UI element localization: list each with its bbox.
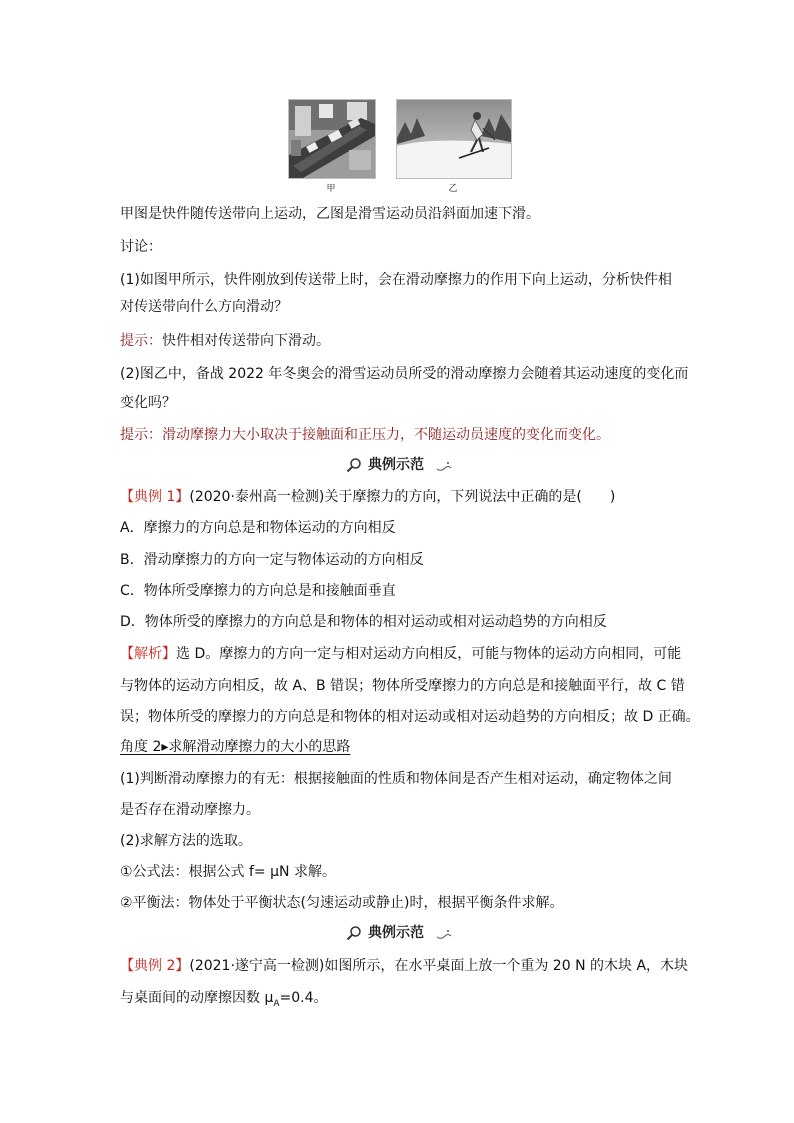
hint-2-text: 滑动摩擦力大小取决于接触面和正压力，不随运动员速度的变化而变化。 <box>162 427 610 443</box>
analysis-tag: 【解析】 <box>120 646 176 662</box>
analysis-line-1 <box>120 644 681 664</box>
analysis-line-2: 与物体的运动方向相反，故 A、B 错误；物体所受摩擦力的方向总是和接触面平行，故 C 错 <box>120 678 685 694</box>
example-2-line-2 <box>120 988 328 1014</box>
angle-2-title: 角度 2▸求解滑动摩擦力的大小的思路 <box>120 739 351 755</box>
hint-label: 提示： <box>120 333 162 349</box>
hint-label: 提示： <box>120 427 162 443</box>
swirl-decoration-icon <box>436 927 452 941</box>
option-a: A．摩擦力的方向总是和物体运动的方向相反 <box>120 520 396 536</box>
figure-conveyor <box>288 99 374 194</box>
question-1-line-2: 对传送带向什么方向滑动？ <box>120 299 288 315</box>
example-2-text-3: =0.4。 <box>279 990 328 1006</box>
question-1-line-1: (1)如图甲所示，快件刚放到传送带上时，会在滑动摩擦力的作用下向上运动，分析快件相 <box>120 272 672 288</box>
analysis-text-1: 选 D。摩擦力的方向一定与相对运动方向相反，可能与物体的运动方向相同，可能 <box>176 646 682 662</box>
method-1-line-2: 是否存在滑动摩擦力。 <box>120 802 260 818</box>
figure-description: 甲图是快件随传送带向上运动，乙图是滑雪运动员沿斜面加速下滑。 <box>120 206 540 222</box>
option-b: B．滑动摩擦力的方向一定与物体运动的方向相反 <box>120 552 424 568</box>
hint-2 <box>120 425 610 445</box>
analysis-line-3: 误；物体所受的摩擦力的方向总是和物体的相对运动或相对运动趋势的方向相反；故 D 正确。 <box>120 709 700 725</box>
method-1-line-1: (1)判断滑动摩擦力的有无：根据接触面的性质和物体间是否产生相对运动，确定物体之间 <box>120 771 672 787</box>
magnifier-icon <box>346 925 362 941</box>
equilibrium-method: ②平衡法：物体处于平衡状态(匀速运动或静止)时，根据平衡条件求解。 <box>120 895 564 911</box>
swirl-decoration-icon <box>436 459 452 473</box>
example-2-line-1 <box>120 956 688 976</box>
figure-b-caption: 乙 <box>448 184 458 194</box>
mu-subscript: A <box>273 998 280 1009</box>
example-1-close-paren: ) <box>609 489 616 505</box>
discussion-heading: 讨论： <box>120 239 162 255</box>
example-2-tag: 【典例 2】 <box>120 958 190 974</box>
banner-title: 典例示范 <box>368 925 424 941</box>
hint-1 <box>120 331 330 351</box>
conveyor-photo <box>288 99 376 179</box>
option-d: D．物体所受的摩擦力的方向总是和物体的相对运动或相对运动趋势的方向相反 <box>120 614 607 630</box>
figure-a-caption: 甲 <box>326 184 336 194</box>
figure-group <box>288 99 518 195</box>
figure-skier <box>396 99 510 194</box>
formula-method: ①公式法：根据公式 f= μN 求解。 <box>120 864 336 880</box>
example-1-stem <box>120 487 615 507</box>
example-banner-2 <box>346 923 456 943</box>
example-2-text-2: 与桌面间的动摩擦因数 μ <box>120 990 274 1006</box>
conveyor-illustration <box>289 100 375 178</box>
example-1-tag: 【典例 1】 <box>120 489 190 505</box>
example-banner-1 <box>346 455 456 475</box>
skier-illustration <box>397 100 511 178</box>
option-c: C．物体所受摩擦力的方向总是和接触面垂直 <box>120 583 396 599</box>
banner-title: 典例示范 <box>368 457 424 473</box>
hint-1-text: 快件相对传送带向下滑动。 <box>162 333 330 349</box>
magnifier-icon <box>346 457 362 473</box>
example-2-text-1: (2021·遂宁高一检测)如图所示，在水平桌面上放一个重为 20 N 的木块 A，木块 <box>189 958 689 974</box>
skier-photo <box>396 99 512 179</box>
example-1-stem-text: (2020·泰州高一检测)关于摩擦力的方向，下列说法中正确的是( <box>189 489 582 505</box>
question-2-line-2: 变化吗？ <box>120 395 176 411</box>
method-2-heading: (2)求解方法的选取。 <box>120 833 252 849</box>
question-2-line-1: (2)图乙中，备战 2022 年冬奥会的滑雪运动员所受的滑动摩擦力会随着其运动速度的变化而 <box>120 366 689 382</box>
